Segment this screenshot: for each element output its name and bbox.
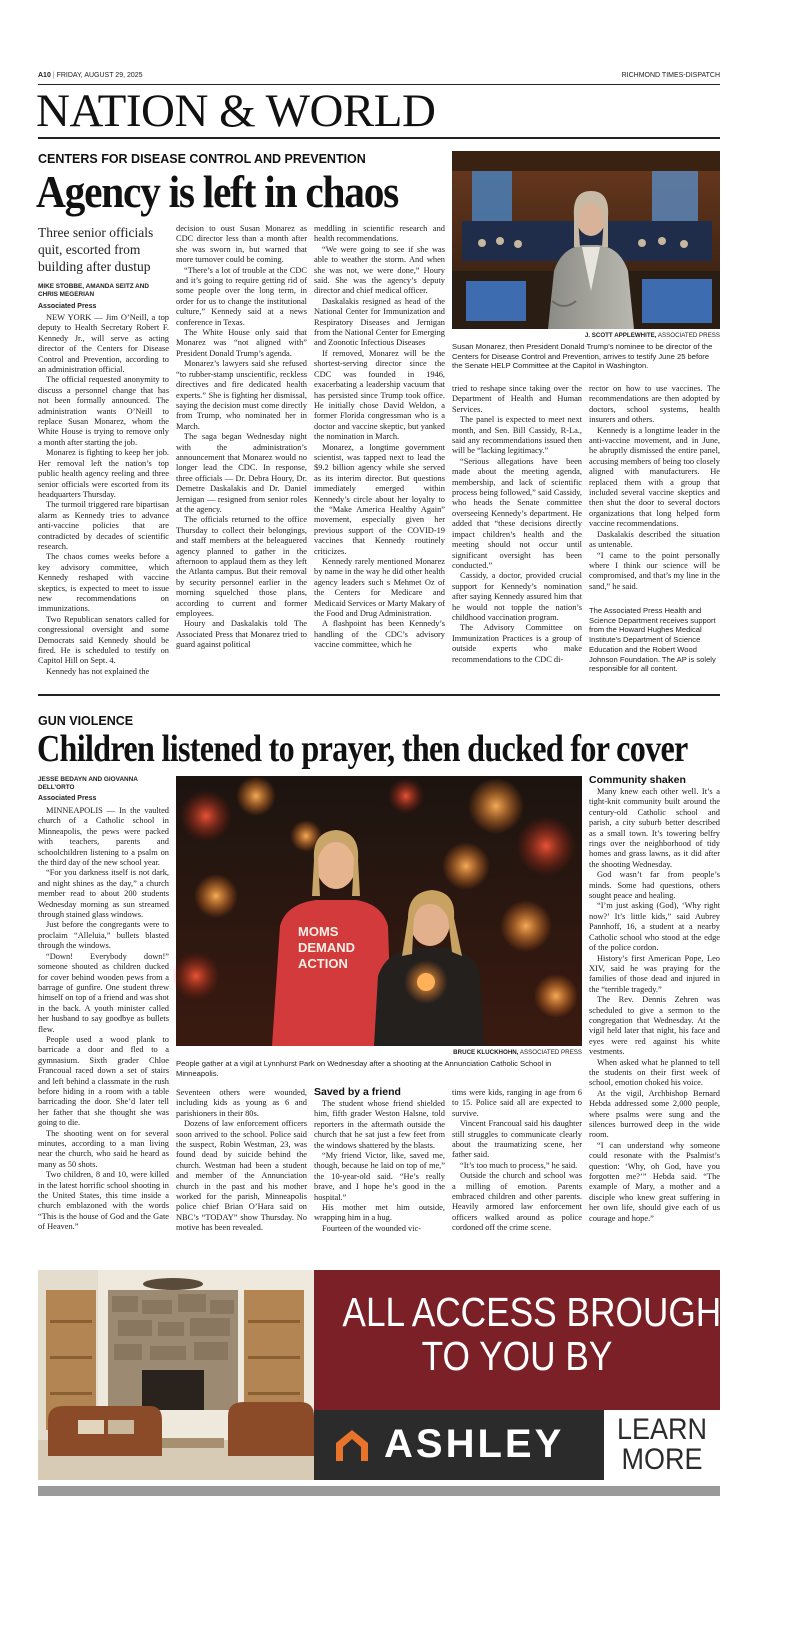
header-divider: | [52, 72, 57, 79]
paragraph: tims were kids, ranging in age from 6 to 15. Police said all are expected to survive. [452, 1088, 582, 1118]
ad-learn-more-button[interactable] [604, 1410, 720, 1480]
paragraph: Houry and Daskalakis told The Associated Press that Monarez tried to guard against political [176, 619, 307, 650]
paragraph: “I came to the point personally where I think our science will be compromised, and that’s my line in the sand,” he said. [589, 550, 720, 591]
paragraph: The student whose friend shielded him, fifth grader Weston Halsne, told reporters in the aftermath outside the church that he sat just a few feet from the windows shattered by the blasts. [314, 1099, 445, 1150]
paragraph: The saga began Wednesday night with the administration’s announcement that Monarez would no longer lead the CDC. In response, three officials — Dr. Debra Houry, Dr. Demetre Daskalakis and Dr. Daniel Jernigan — resigned from senior roles at the agency. [176, 432, 307, 514]
story1-photo [452, 151, 720, 329]
ad-cta-line2: MORE [621, 1443, 703, 1476]
paragraph: Dozens of law enforcement officers soon arrived to the school. Police said the suspect, Robin Westman, 23, was found dead by suicide behind the church. Westman had been a student and member of the Annunciation church in the past and his mother worked for the parish, Minneapolis police chief Brian O’Hara said on NBC’s “TODAY” show Thursday. No motive has been revealed. [176, 1119, 307, 1233]
paragraph: At the vigil, Archbishop Bernard Hebda addressed some 2,000 people, where psalms were sung and the silences burrowed deep in the wide room. [589, 1088, 720, 1140]
ad-living-room-photo [38, 1270, 314, 1480]
story1-deck: Three senior officials quit, escorted from building after dustup [38, 225, 154, 274]
story2-byline: JESSE BEDAYN AND GIOVANNA DELL’ORTO [38, 776, 138, 792]
credit-org: ASSOCIATED PRESS [657, 332, 720, 339]
paragraph: Monarez, a longtime government scientist, was tapped next to lead the $9.2 billion agency while she served as its interim director. But questions immediately emerged within Kennedy’s circle about her loyalty to the “Make America Healthy Again” movement, especially given her previous support of the COVID-19 vaccines that Kennedy routinely criticizes. [314, 442, 445, 556]
paragraph: Daskalakis described the situation as untenable. [589, 529, 720, 550]
story-divider [38, 694, 720, 696]
paragraph: His mother met him outside, wrapping him in a hug. [314, 1203, 445, 1223]
paragraph: God wasn’t far from people’s minds. Some had questions, others sought peace and healing. [589, 870, 720, 901]
credit-org: ASSOCIATED PRESS [519, 1049, 582, 1056]
paragraph: Two children, 8 and 10, were killed in the latest horrific school shooting in the United States, this time inside a church emblazoned with the words “This is the house of God and the Gate of Heaven.” [38, 1170, 169, 1232]
paragraph: People used a wood plank to barricade a door and fled to a gymnasium. Sixth grader Chloe Francoual raced down a set of stairs and left behind a classmate in the rush before hiding in a room with a table barricading the door. She’d later tell her father that she thought she was going to die. [38, 1034, 169, 1128]
story1-photo-credit [452, 332, 720, 339]
story1-column-4 [452, 384, 582, 678]
shirt-text: MOMS DEMAND ACTION [298, 924, 356, 971]
story2-kicker: GUN VIOLENCE [38, 714, 134, 728]
page-header [38, 72, 720, 84]
story2-column-1 [38, 806, 169, 1248]
paragraph: decision to oust Susan Monarez as CDC director less than a month after she was sworn in, but warned that more turnover could be coming. [176, 224, 307, 265]
story1-column-2 [176, 224, 307, 678]
vigil-image [176, 776, 582, 1046]
ad-headline-line1: ALL ACCESS BROUGHT [342, 1289, 743, 1335]
paper-name: RICHMOND TIMES-DISPATCH [621, 72, 720, 79]
story1-caption: Susan Monarez, then President Donald Trump’s nominee to be director of the Centers for Disease Control and Prevention, arrives to testify June 25 before the Senate HELP Committee at the Capitol in Washington. [452, 342, 713, 371]
story2-column-3 [314, 1099, 445, 1248]
living-room-image [38, 1270, 314, 1480]
section-title: NATION & WORLD [36, 85, 436, 137]
story1-column-1 [38, 313, 169, 678]
story2-column-2 [176, 1088, 307, 1248]
paragraph: Monarez’s lawyers said she refused “to rubber-stamp unscientific, reckless directives and fire dedicated health experts.” She is fighting her dismissal, saying the decision must come directly from Trump, who nominated her in March. [176, 359, 307, 431]
paragraph: “My friend Victor, like, saved me, though, because he laid on top of me,” the 10-year-old said. “He’s really brave, and I hope he’s good in the hospital.” [314, 1151, 445, 1202]
ad-cta-line1: LEARN [616, 1413, 708, 1446]
paragraph: Daskalakis resigned as head of the National Center for Immunization and Respiratory Diseases and Jernigan from the National Center for Emerging and Zoonotic Infectious Diseases [314, 296, 445, 348]
paragraph: “It’s too much to process,” he said. [460, 1160, 578, 1170]
hearing-room-image [452, 151, 720, 329]
paragraph: “There’s a lot of trouble at the CDC and it’s going to require getting rid of some people over the long term, in order for us to change the institutional culture,” Kennedy said at a news conference in Texas. [176, 265, 307, 327]
story1-column-5 [589, 384, 720, 591]
paragraph: Outside the church and school was a milling of emotion. Parents embraced children and other parents. Heavily armored law enforcement officers walked around as police cordoned off the crime scene. [452, 1171, 582, 1233]
story1-byline: MIKE STOBBE, AMANDA SEITZ AND CHRIS MEGERIAN [38, 283, 150, 299]
paragraph: The White House only said that Monarez was “not aligned with” President Donald Trump’s agenda. [176, 328, 307, 358]
story2-agency: Associated Press [38, 795, 97, 802]
paragraph: Kennedy rarely mentioned Monarez by name in the way he did other health agency leaders such s Mehmet Oz of the Centers for Medicare and Medicaid Services or Marty Makary of the Food and Drug Administration. [314, 557, 445, 619]
subhead-saved-by-a-friend: Saved by a friend [314, 1086, 401, 1098]
paragraph: Seventeen others were wounded, including kids as young as 6 and parishioners in their 80s. [176, 1088, 307, 1118]
paragraph: meddling in scientific research and health recommendations. [314, 224, 445, 244]
credit-name: BRUCE KLUCKHOHN, [453, 1049, 519, 1056]
paragraph: Kennedy is a longtime leader in the anti-vaccine movement, and in June, he abruptly dismissed the entire panel, accusing members of being too closely aligned with manufacturers. He replaced them with a group that included several vaccine skeptics and then shut the door to several doctors organizations that long helped form vaccine recommendations. [589, 425, 720, 529]
story2-column-5 [589, 787, 720, 1248]
paragraph: History’s first American Pope, Leo XIV, said he was praying for the families of those dead and injured in the “terrible tragedy.” [589, 953, 720, 994]
ad-brand-name: ASHLEY [384, 1422, 565, 1466]
paragraph: “For you darkness itself is not dark, and night shines as the day,” a church member read to about 200 students Wednesday morning as sun streamed through stained glass windows. [38, 868, 169, 920]
ashley-house-icon [334, 1427, 370, 1463]
story2-headline: Children listened to prayer, then ducked for cover [37, 728, 688, 770]
paragraph: If removed, Monarez will be the shortest-serving director since the CDC was founded in 1946, exacerbating a leadership vacuum that has persisted since Trump took office. He initially chose David Weldon, a former Florida congressman who is a doctor and vaccine skeptic, but yanked the nomination in March. [314, 348, 445, 442]
paragraph: The officials returned to the office Thursday to collect their belongings, and staff members at the beleaguered agency planned to gather in the afternoon to applaud them as they left the Atlanta campus. But their removal by security personnel earlier in the morning squelched those plans, according to current and former employees. [176, 515, 307, 619]
paragraph: tried to reshape since taking over the Department of Health and Human Services. [452, 384, 582, 414]
page-date: FRIDAY, AUGUST 29, 2025 [56, 72, 143, 79]
credit-name: J. SCOTT APPLEWHITE, [584, 332, 657, 339]
paragraph: NEW YORK — Jim O’Neill, a top deputy to Health Secretary Robert F. Kennedy Jr., will serve as acting director of the Centers for Disease Control and Prevention, according to an administration official. [38, 313, 169, 375]
story1-kicker: CENTERS FOR DISEASE CONTROL AND PREVENTION [38, 152, 366, 166]
paragraph: “Serious allegations have been made about the meeting agenda, membership, and lack of scientific process being followed,” said Cassidy, who heads the Senate committee overseeing Kennedy’s department. He added that “these decisions directly impact children’s health and the meeting should not occur until significant oversight has been conducted.” [452, 456, 582, 570]
paragraph: The turmoil triggered rare bipartisan alarm as Kennedy tries to advance anti-vaccine policies that are contradicted by decades of scientific research. [38, 500, 169, 551]
paragraph: Just before the congregants were to proclaim “Alleluia,” bullets blasted through the windows. [38, 920, 169, 951]
paragraph: The Advisory Committee on Immunization Practices is a group of outside experts who make recommendations to the CDC di- [452, 623, 582, 664]
paragraph: The shooting went on for several minutes, according to a man living near the church, who said he heard as many as 50 shots. [38, 1128, 169, 1169]
paragraph: “I’m just asking (God), ‘Why right now?’ It’s little kids,” said Aubrey Pannhoff, 16, a student at a nearby Catholic school who stood at the edge of the police cordon. [589, 901, 720, 953]
paragraph: Cassidy, a doctor, provided crucial support for Kennedy’s nomination after saying Kennedy assured him that he would not topple the nation’s childhood vaccination program. [452, 571, 582, 622]
paragraph: When asked what he planned to tell the students on their first week of school, emotion choked his voice. [589, 1057, 720, 1088]
story1-support-note: The Associated Press Health and Science Department receives support from the Howard Hughes Medical Institute’s Department of Science Education and the Robert Wood Johnson Foundation. The AP is solely responsible for all content. [589, 606, 716, 674]
story2-column-4 [452, 1088, 582, 1248]
paragraph: The official requested anonymity to discuss a personnel change that has not been formally announced. The administration wants O’Neill to replace Susan Monarez, whom the White House is trying to remove only a month after starting the job. [38, 375, 169, 447]
paragraph: “I can understand why someone could resonate with the Psalmist’s question: ‘Why, oh God, have you forgotten me?’” Hebda said. “The example of Mary, a mother and a disciple who knew great suffering in her own life, should give each of us courage and hope.” [589, 1140, 720, 1223]
paragraph: Monarez is fighting to keep her job. Her removal left the nation’s top public health agency reeling and three senior officials were escorted from its headquarters Thursday. [38, 448, 169, 499]
paragraph: The Rev. Dennis Zehren was scheduled to give a sermon to the congregation that Wednesday. At the vigil held later that night, his face and eyes were red against his white vestments. [589, 995, 720, 1057]
story2-caption: People gather at a vigil at Lynnhurst Park on Wednesday after a shooting at the Annunciation Catholic School in Minneapolis. [176, 1059, 552, 1078]
story2-photo-credit [176, 1049, 582, 1056]
paragraph: MINNEAPOLIS — In the vaulted church of a Catholic school in Minneapolis, the pews were packed with teachers, parents and schoolchildren listening to a psalm on the third day of the new school year. [38, 806, 169, 868]
paragraph: The panel is expected to meet next month, and Sen. Bill Cassidy, R-La., said any recommendations issued then will be “lacking legitimacy.” [452, 415, 582, 456]
story1-column-3 [314, 224, 445, 678]
paragraph: Fourteen of the wounded vic- [322, 1223, 422, 1233]
paragraph: Kennedy has not explained the [46, 666, 150, 676]
bottom-bar [38, 1486, 720, 1496]
ashley-advertisement[interactable] [38, 1270, 743, 1480]
subhead-community-shaken: Community shaken [589, 774, 686, 786]
section-rule [38, 137, 720, 139]
ad-headline-line2: TO YOU BY [421, 1333, 613, 1379]
paragraph: Vincent Francoual said his daughter still struggles to communicate clearly about the traumatizing scene, her father said. [452, 1119, 582, 1160]
paragraph: Two Republican senators called for congressional oversight and some Democrats said Kennedy should be fired. He is scheduled to testify on Capitol Hill on Sept. 4. [38, 614, 169, 666]
paragraph: Many knew each other well. It’s a tight-knit community built around the century-old Catholic school and parish, a city suburb better described as a small town. It’s towering belfry rings over the neighborhood of tidy homes and grass lawns, as it did after the shooting Wednesday. [589, 787, 720, 869]
paragraph: “We were going to see if she was able to weather the storm. And when she was not, we were done,” Houry said. She was the agency’s deputy director and chief medical officer. [314, 244, 445, 296]
paragraph: rector on how to use vaccines. The recommendations are then adopted by doctors, school systems, health insurers and others. [589, 384, 720, 425]
paragraph: “Down! Everybody down!” someone shouted as children ducked for cover behind wooden pews from a barrage of gunfire. One student threw himself on top of a friend and was shot in the back. A youth minister called her husband to say goodbye as bullets flew. [38, 951, 169, 1034]
paragraph: A flashpoint has been Kennedy’s handling of the CDC’s advisory vaccine committee, which he [314, 619, 445, 650]
story1-agency: Associated Press [38, 303, 97, 310]
ad-brand-bar [314, 1410, 604, 1480]
page-number: A10 [38, 72, 51, 79]
story2-photo [176, 776, 582, 1046]
story1-headline: Agency is left in chaos [36, 166, 398, 217]
paragraph: The chaos comes weeks before a key advisory committee, which Kennedy reshaped with vaccine skeptics, is expected to meet to issue new recommendations on immunizations. [38, 552, 169, 614]
